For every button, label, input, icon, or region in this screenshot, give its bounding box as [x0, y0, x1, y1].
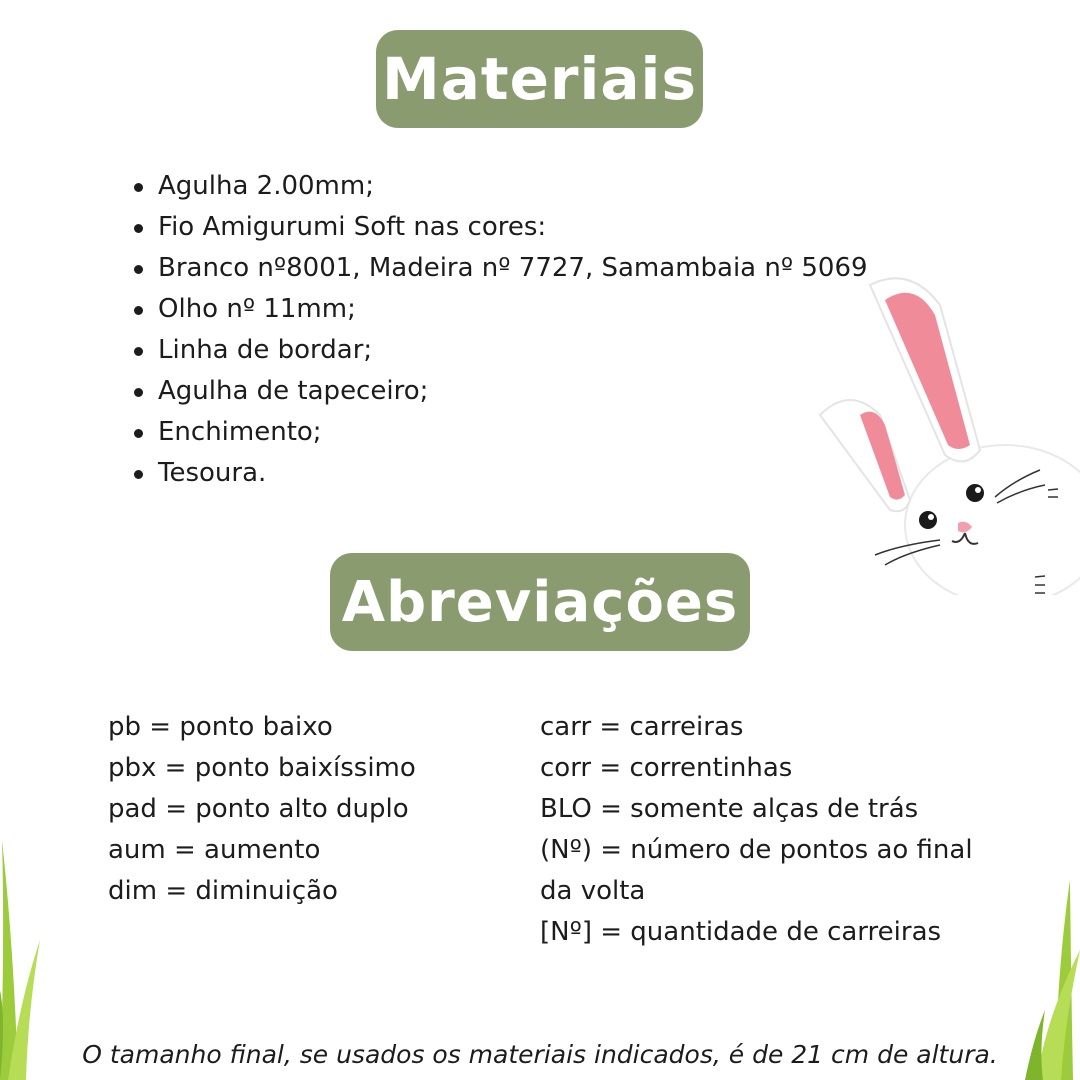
- bullet-icon: [134, 183, 143, 192]
- bullet-icon: [134, 224, 143, 233]
- materials-heading: Materiais: [376, 30, 703, 128]
- list-item-text: Tesoura.: [158, 458, 267, 488]
- abbreviation-item: pb = ponto baixo: [108, 712, 333, 742]
- bullet-icon: [134, 429, 143, 438]
- list-item-text: Enchimento;: [158, 417, 322, 447]
- abbreviation-item: da volta: [540, 876, 646, 906]
- list-item: [128, 289, 868, 330]
- list-item-text: Fio Amigurumi Soft nas cores:: [158, 212, 547, 242]
- list-item: [128, 166, 868, 207]
- list-item: [128, 330, 868, 371]
- abbreviation-item: BLO = somente alças de trás: [540, 794, 919, 824]
- list-item: [128, 371, 868, 412]
- bullet-icon: [134, 265, 143, 274]
- abbreviation-item: dim = diminuição: [108, 876, 338, 906]
- materials-list: [128, 166, 868, 494]
- list-item-text: Agulha 2.00mm;: [158, 171, 374, 201]
- abbreviation-item: carr = carreiras: [540, 712, 744, 742]
- abbreviation-item: (Nº) = número de pontos ao final: [540, 835, 973, 865]
- bunny-eye-icon: [966, 484, 984, 502]
- bullet-icon: [134, 347, 143, 356]
- abbreviation-item: pbx = ponto baixíssimo: [108, 753, 416, 783]
- abbreviation-item: aum = aumento: [108, 835, 321, 865]
- list-item: [128, 412, 868, 453]
- list-item-text: Branco nº8001, Madeira nº 7727, Samambaia nº 5069: [158, 253, 868, 283]
- size-note: O tamanho final, se usados os materiais indicados, é de 21 cm de altura.: [82, 1040, 998, 1069]
- abbreviations-heading: Abreviações: [330, 553, 750, 651]
- abbreviations-left-column: [108, 707, 416, 912]
- bullet-icon: [134, 306, 143, 315]
- bunny-illustration: [790, 265, 1080, 595]
- abbreviation-item: pad = ponto alto duplo: [108, 794, 409, 824]
- list-item: [128, 453, 868, 494]
- bullet-icon: [134, 388, 143, 397]
- list-item-text: Olho nº 11mm;: [158, 294, 356, 324]
- list-item-text: Linha de bordar;: [158, 335, 373, 365]
- bullet-icon: [134, 470, 143, 479]
- abbreviations-right-column: [540, 707, 973, 953]
- abbreviation-item: corr = correntinhas: [540, 753, 793, 783]
- bunny-eye-icon: [919, 511, 937, 529]
- list-item: [128, 248, 868, 289]
- abbreviation-item: [Nº] = quantidade de carreiras: [540, 917, 942, 947]
- list-item-text: Agulha de tapeceiro;: [158, 376, 429, 406]
- list-item: [128, 207, 868, 248]
